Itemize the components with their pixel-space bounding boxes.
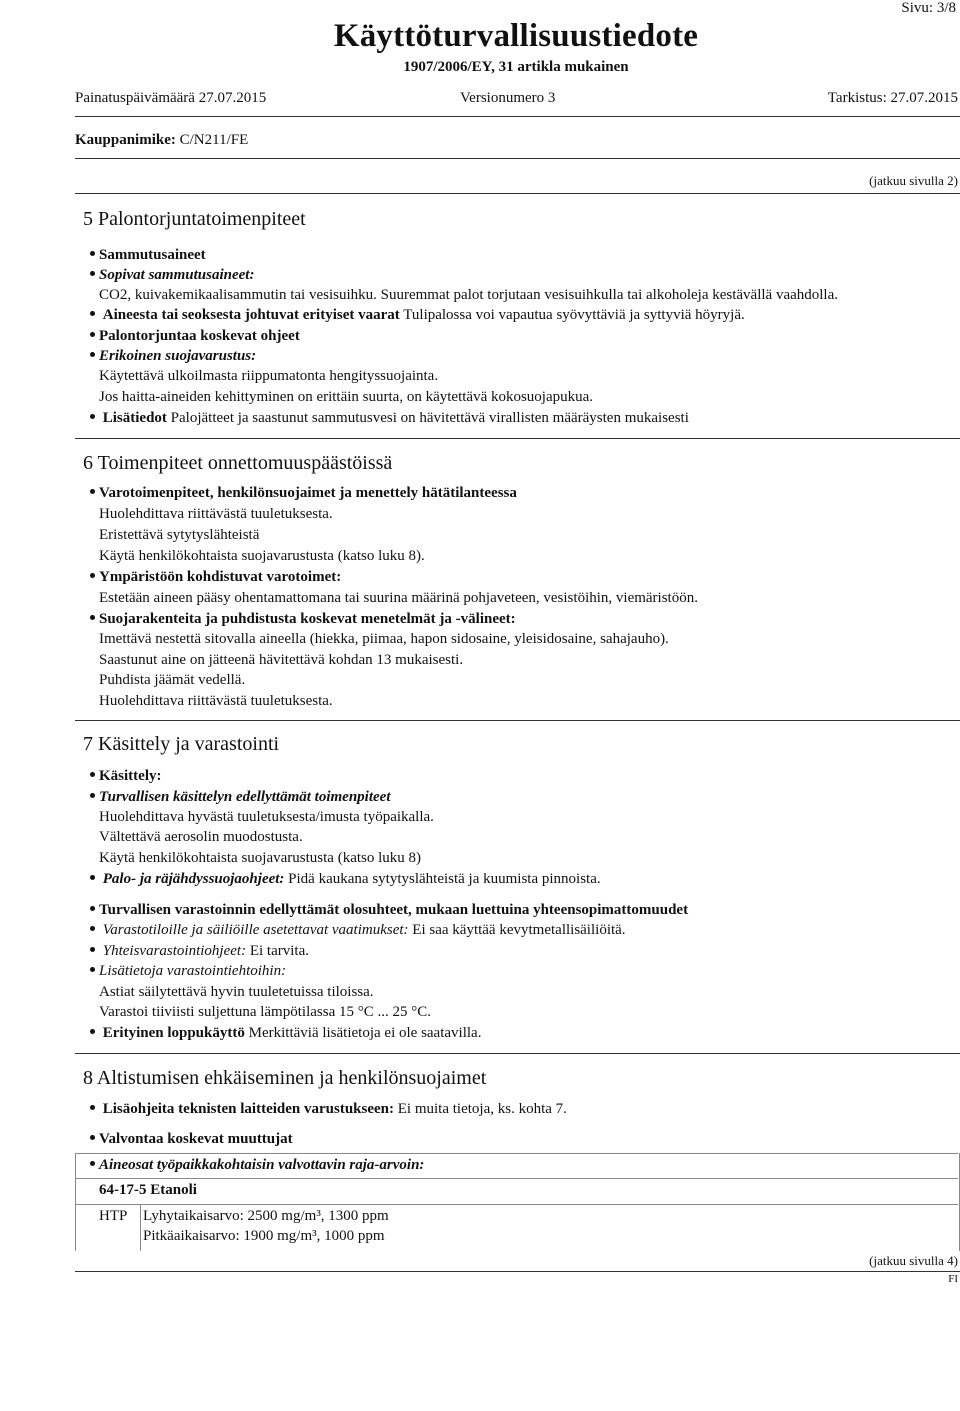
page-number: Sivu: 3/8 [901,0,956,16]
special-ppe-label: Erikoinen suojavarustus: [90,348,256,365]
header-divider [75,116,960,117]
joint-storage [90,943,309,960]
special-hazards [90,307,745,324]
section-6-heading: 6 Toimenpiteet onnettomuuspäästöissä [83,452,393,474]
handling-label: Käsittely: [90,768,161,785]
storage-label: Turvallisen varastoinnin edellyttämät olosuhteet, mukaan luettuina yhteensopimattomuudet [90,902,688,919]
fire-protection-text: Pidä kaukana sytytyslähteistä ja kuumista pinnoista. [288,871,601,887]
environmental-text: Estetään aineen pääsy ohentamattomana tai suurina määrinä pohjaveteen, vesistöihin, viemäristöön. [99,590,698,606]
technical-measures-text: Ei muita tietoja, ks. kohta 7. [397,1101,567,1117]
section-5-divider [75,438,960,439]
trade-name [75,132,248,149]
language-code: FI [948,1273,958,1285]
specific-end-use-label: Erityinen loppukäyttö [102,1025,245,1041]
extinguishing-media: Sammutusaineet [90,247,206,264]
technical-measures-label: Lisäohjeita teknisten laitteiden varustukseen: [102,1101,395,1117]
revision-date: Tarkistus: 27.07.2015 [827,90,958,106]
storage-tanks [90,922,626,939]
footer-divider [75,1271,960,1272]
suitable-media-text: CO2, kuivakemikaalisammutin tai vesisuihku. Suuremmat palot torjutaan vesisuihkulla tai alkoholeja kestävällä vaahdolla. [99,287,838,303]
technical-measures [90,1101,567,1118]
substance-name: 64-17-5 Etanoli [99,1182,197,1198]
document-title: Käyttöturvallisuustiedote [333,18,699,54]
limits-label: Aineosat työpaikkakohtaisin valvottavin raja-arvoin: [90,1157,424,1174]
long-term-value: Pitkäaikaisarvo: 1900 mg/m³, 1000 ppm [143,1228,385,1244]
safe-handling-label: Turvallisen käsittelyn edellyttämät toimenpiteet [90,789,391,806]
section-7-heading: 7 Käsittely ja varastointi [83,733,280,755]
precautions-line-1: Huolehdittava riittävästä tuuletuksesta. [99,506,333,522]
containment-label: Suojarakenteita ja puhdistusta koskevat menetelmät ja -välineet: [90,611,516,628]
fire-protection-label: Palo- ja räjähdyssuojaohjeet: [102,871,285,887]
short-term-value: Lyhytaikaisarvo: 2500 mg/m³, 1300 ppm [143,1208,389,1224]
control-parameters-label: Valvontaa koskevat muuttujat [90,1131,293,1148]
substance-divider [75,1204,958,1205]
containment-line-1: Imettävä nestettä sitovalla aineella (hiekka, piimaa, hapon sidosaine, yleisidosaine, sahajauho). [99,631,669,647]
suitable-media-label: Sopivat sammutusaineet: [90,267,254,284]
storage-tanks-text: Ei saa käyttää kevytmetallisäiliöitä. [412,922,626,938]
storage-tanks-label: Varastotiloille ja säiliöille asetettavat vaatimukset: [102,922,409,938]
continued-to: (jatkuu sivulla 4) [869,1253,958,1268]
special-ppe-line-2: Jos haitta-aineiden kehittyminen on erittäin suurta, on käytettävä kokosuojapukua. [99,389,594,405]
special-hazards-label: Aineesta tai seoksesta johtuvat erityiset vaarat [102,307,400,323]
specific-end-use-text: Merkittäviä lisätietoja ei ole saatavilla. [248,1025,482,1041]
firefighting-advice: Palontorjuntaa koskevat ohjeet [90,328,300,345]
limits-label-divider [75,1178,958,1179]
fire-protection [90,871,601,888]
print-date: Painatuspäivämäärä 27.07.2015 [75,90,267,106]
htp-cell-border [140,1204,141,1251]
trade-name-value: C/N211/FE [179,132,249,148]
section-5-heading: 5 Palontorjuntatoimenpiteet [83,208,306,230]
content-top-divider [75,193,960,194]
precautions-line-2: Eristettävä sytytyslähteistä [99,527,260,543]
special-hazards-text: Tulipalossa voi vapautua syövyttäviä ja syttyviä höyryjä. [403,307,745,323]
section-7-divider [75,1053,960,1054]
safe-handling-line-1: Huolehdittava hyvästä tuuletuksesta/imusta työpaikalla. [99,809,434,825]
document-subtitle: 1907/2006/EY, 31 artikla mukainen [403,59,629,75]
safe-handling-line-2: Vältettävä aerosolin muodostusta. [99,829,303,845]
trade-divider [75,158,960,159]
precautions-label: Varotoimenpiteet, henkilönsuojaimet ja menettely hätätilanteessa [90,485,517,502]
containment-line-4: Huolehdittava riittävästä tuuletuksesta. [99,693,333,709]
special-ppe-line-1: Käytettävä ulkoilmasta riippumatonta hengityssuojainta. [99,368,439,384]
additional-info-label: Lisätiedot [102,410,167,426]
additional-info-text: Palojätteet ja saastunut sammutusvesi on hävitettävä virallisten määräysten mukaisesti [170,410,689,426]
storage-more-line-1: Astiat säilytettävä hyvin tuuletetuissa tiloissa. [99,984,374,1000]
section-6-divider [75,720,960,721]
section-8-heading: 8 Altistumisen ehkäiseminen ja henkilönsuojaimet [83,1067,487,1089]
precautions-line-3: Käytä henkilökohtaista suojavarustusta (katso luku 8). [99,548,425,564]
containment-line-2: Saastunut aine on jätteenä hävitettävä kohdan 13 mukaisesti. [99,652,464,668]
trade-name-label: Kauppanimike: [75,132,176,148]
storage-more-line-2: Varastoi tiiviisti suljettuna lämpötilassa 15 °C ... 25 °C. [99,1004,431,1020]
containment-line-3: Puhdista jäämät vedellä. [99,672,246,688]
storage-more-label: Lisätietoja varastointiehtoihin: [90,963,286,980]
environmental-label: Ympäristöön kohdistuvat varotoimet: [90,569,341,586]
safe-handling-line-3: Käytä henkilökohtaista suojavarustusta (katso luku 8) [99,850,422,866]
specific-end-use [90,1025,481,1042]
joint-storage-label: Yhteisvarastointiohjeet: [102,943,247,959]
continued-from: (jatkuu sivulla 2) [869,173,958,188]
version-number: Versionumero 3 [460,90,556,106]
additional-info [90,410,689,427]
htp-label: HTP [99,1208,128,1224]
joint-storage-text: Ei tarvita. [249,943,309,959]
